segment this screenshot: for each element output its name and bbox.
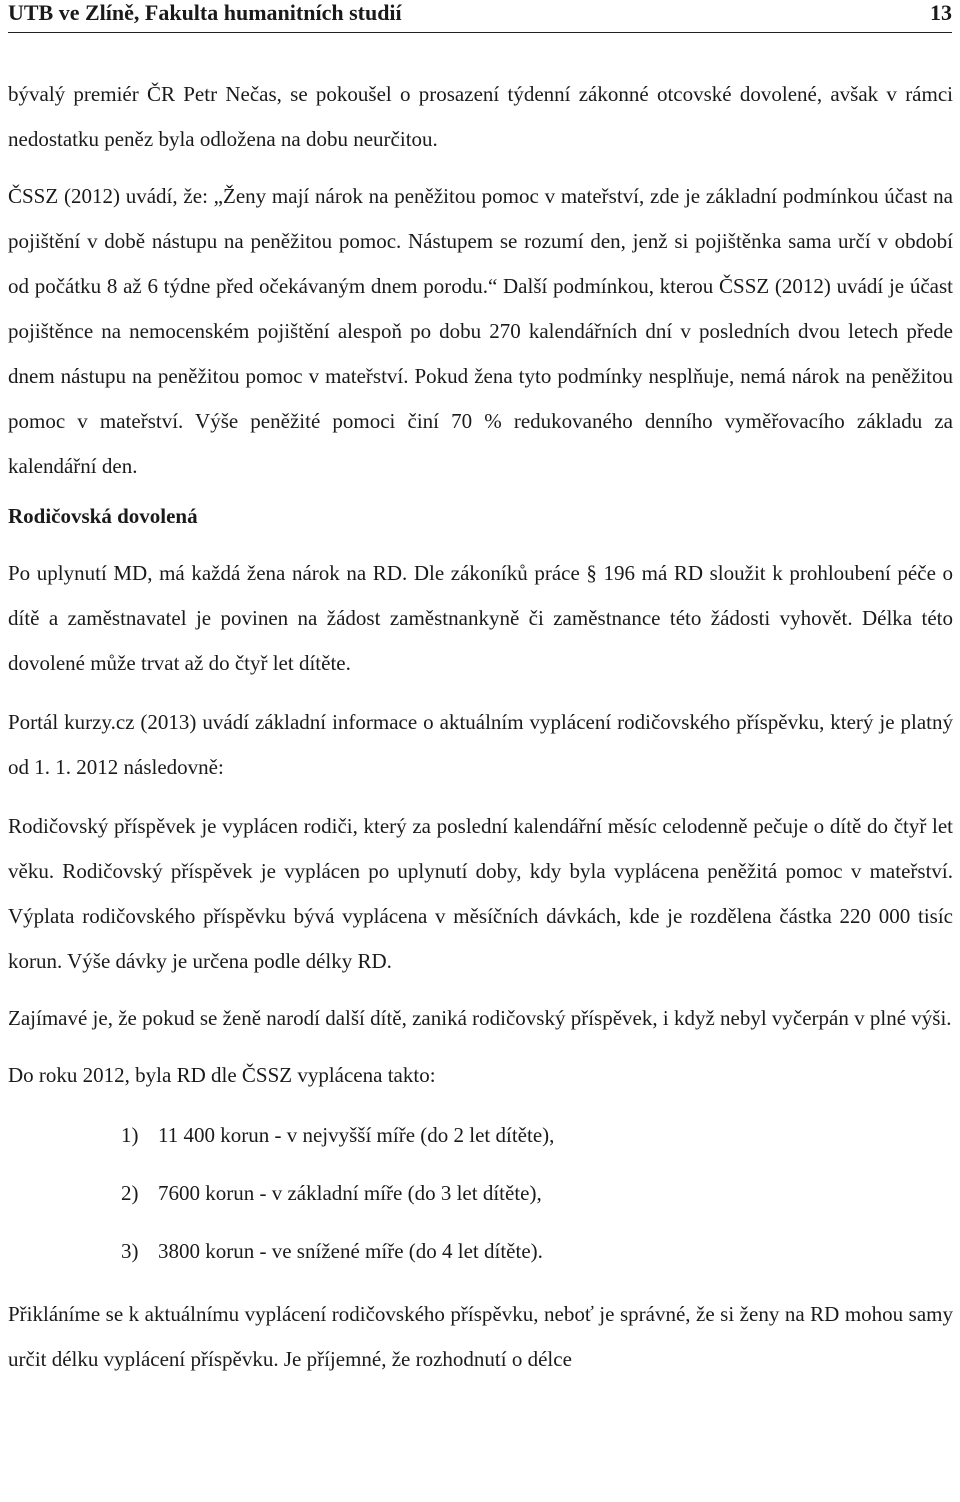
page-body (8, 72, 953, 1382)
list-item-number: 2) (121, 1181, 139, 1205)
paragraph-list-intro: Do roku 2012, byla RD dle ČSSZ vyplácena takto: (8, 1063, 436, 1087)
header-title: UTB ve Zlíně, Fakulta humanitních studií (8, 0, 402, 25)
list-item (8, 1106, 953, 1164)
paragraph-maternity-benefit: ČSSZ (2012) uvádí, že: „Ženy mají nárok na peněžitou pomoc v mateřství, zde je základní podmínkou účast na pojištění v době nástupu na peněžitou pomoc. Nástupem se rozumí den, jenž si pojištěnka sama určí v období od počátku 8 až 6 týdne před očekávaným dnem porodu.“ Další podmínkou, kterou ČSSZ (2012) uvádí je účast pojištěnce na nemocenském pojištění alespoň po dobu 270 kalendářních dní v posledních dvou letech přede dnem nástupu na peněžitou pomoc v mateřství. Pokud žena tyto podmínky nesplňuje, nemá nárok na peněžitou pomoc v mateřství. Výše peněžité pomoci činí 70 % redukovaného denního vyměřovacího základu za kalendářní den. (8, 184, 953, 478)
paragraph-another-child: Zajímavé je, že pokud se ženě narodí další dítě, zaniká rodičovský příspěvek, i když nebyl vyčerpán v plné výši. (8, 1006, 952, 1030)
list-item-text: 11 400 korun - v nejvyšší míře (do 2 let dítěte), (158, 1123, 555, 1147)
paragraph-conclusion: Přikláníme se k aktuálnímu vyplácení rodičovského příspěvku, neboť je správné, že si ženy na RD mohou samy určit délku vyplácení příspěvku. Je příjemné, že rozhodnutí o délce (8, 1302, 953, 1371)
paragraph-parental-leave: Po uplynutí MD, má každá žena nárok na RD. Dle zákoníků práce § 196 má RD sloužit k prohloubení péče o dítě a zaměstnavatel je povinen na žádost zaměstnankyně či zaměstnance této žádosti vyhovět. Délka této dovolené může trvat až do čtyř let dítěte. (8, 561, 953, 675)
list-item-text: 3800 korun - ve snížené míře (do 4 let dítěte). (158, 1239, 543, 1263)
section-heading: Rodičovská dovolená (8, 504, 198, 528)
paragraph-parental-allowance: Rodičovský příspěvek je vyplácen rodiči, který za poslední kalendářní měsíc celodenně pečuje o dítě do čtyř let věku. Rodičovský příspěvek je vyplácen po uplynutí doby, kdy byla vyplácena peněžitá pomoc v mateřství. Výplata rodičovského příspěvku bývá vyplácena v měsíčních dávkách, kde je rozdělena částka 220 000 tisíc korun. Výše dávky je určena podle délky RD. (8, 814, 953, 973)
page-header (8, 0, 952, 33)
list-item-number: 1) (121, 1123, 139, 1147)
payment-rates-list (8, 1106, 953, 1280)
list-item-text: 7600 korun - v základní míře (do 3 let dítěte), (158, 1181, 542, 1205)
list-item (8, 1222, 953, 1280)
list-item-number: 3) (121, 1239, 139, 1263)
paragraph-paternity-leave: bývalý premiér ČR Petr Nečas, se pokoušel o prosazení týdenní zákonné otcovské dovolené, avšak v rámci nedostatku peněz byla odložena na dobu neurčitou. (8, 82, 953, 151)
page-number: 13 (930, 0, 952, 25)
list-item (8, 1164, 953, 1222)
paragraph-portal-info: Portál kurzy.cz (2013) uvádí základní informace o aktuálním vyplácení rodičovského příspěvku, který je platný od 1. 1. 2012 následovně: (8, 710, 953, 779)
